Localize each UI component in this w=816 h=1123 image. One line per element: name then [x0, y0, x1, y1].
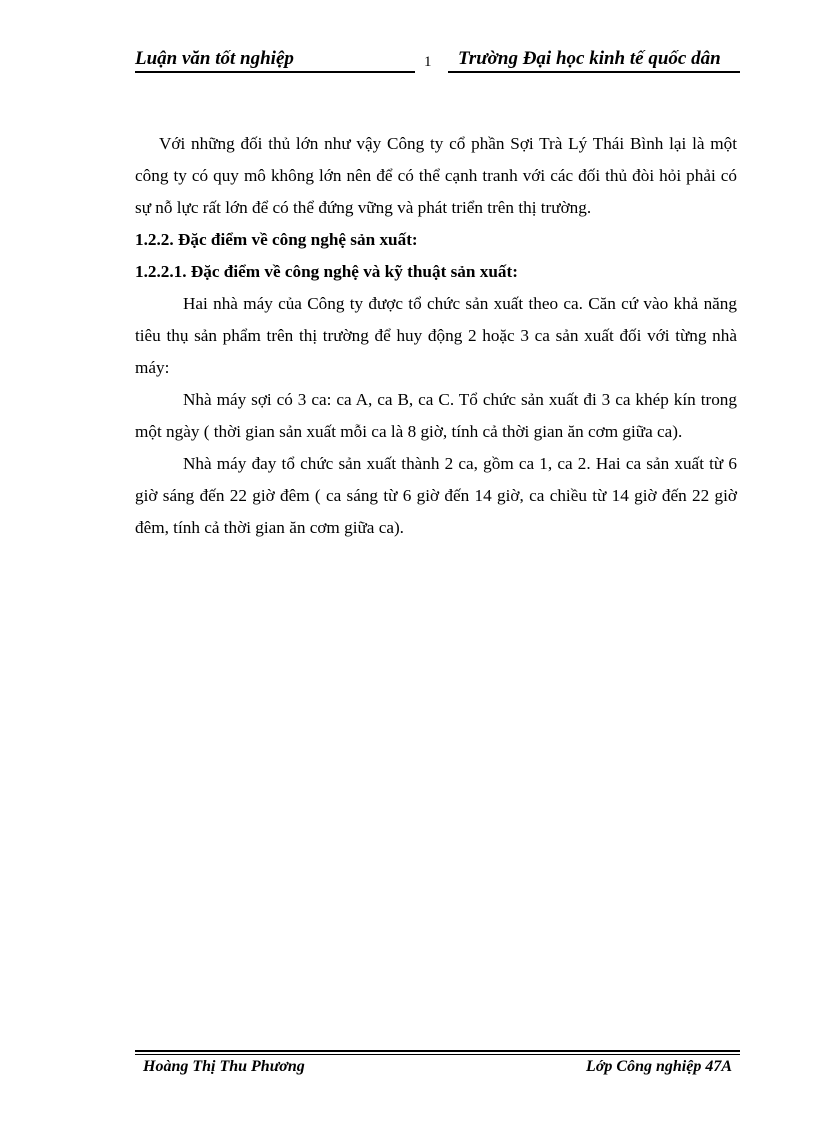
- header-right-rule: [448, 71, 740, 73]
- page-number: 1: [424, 54, 432, 70]
- paragraph-jute-factory: Nhà máy đay tổ chức sản xuất thành 2 ca, gồm ca 1, ca 2. Hai ca sản xuất từ 6 giờ sáng đến 22 giờ đêm ( ca sáng từ 6 giờ đến 14 giờ, ca chiều từ 14 giờ đến 22 giờ đêm, tính cả thời gian ăn cơm giữa ca).: [135, 454, 737, 537]
- header-left-title: Luận văn tốt nghiệp: [135, 48, 294, 69]
- paragraph-yarn-factory: Nhà máy sợi có 3 ca: ca A, ca B, ca C. Tổ chức sản xuất đi 3 ca khép kín trong một ngày ( thời gian sản xuất mỗi ca là 8 giờ, tính cả thời gian ăn cơm giữa ca).: [135, 390, 737, 441]
- paragraph-shifts-intro: Hai nhà máy của Công ty được tổ chức sản xuất theo ca. Căn cứ vào khả năng tiêu thụ sản phẩm trên thị trường để huy động 2 hoặc 3 ca sản xuất đối với từng nhà máy:: [135, 294, 737, 377]
- footer-class: Lớp Công nghiệp 47A: [586, 1058, 732, 1075]
- section-heading-1-2-2-1: 1.2.2.1. Đặc điểm về công nghệ và kỹ thuật sản xuất:: [135, 262, 518, 281]
- footer-rule-thick: [135, 1050, 740, 1052]
- header-left-rule: [135, 71, 415, 73]
- paragraph-competitors: Với những đối thủ lớn như vậy Công ty cổ phần Sợi Trà Lý Thái Bình lại là một công ty có quy mô không lớn nên để có thể cạnh tranh với các đối thủ đòi hỏi phải có sự nỗ lực rất lớn để có thể đứng vững và phát triển trên thị trường.: [135, 134, 737, 217]
- body-text: [135, 128, 737, 544]
- section-heading-1-2-2: 1.2.2. Đặc điểm về công nghệ sản xuất:: [135, 230, 418, 249]
- footer-author: Hoàng Thị Thu Phương: [143, 1058, 305, 1075]
- header-right-title: Trường Đại học kinh tế quốc dân: [458, 48, 721, 69]
